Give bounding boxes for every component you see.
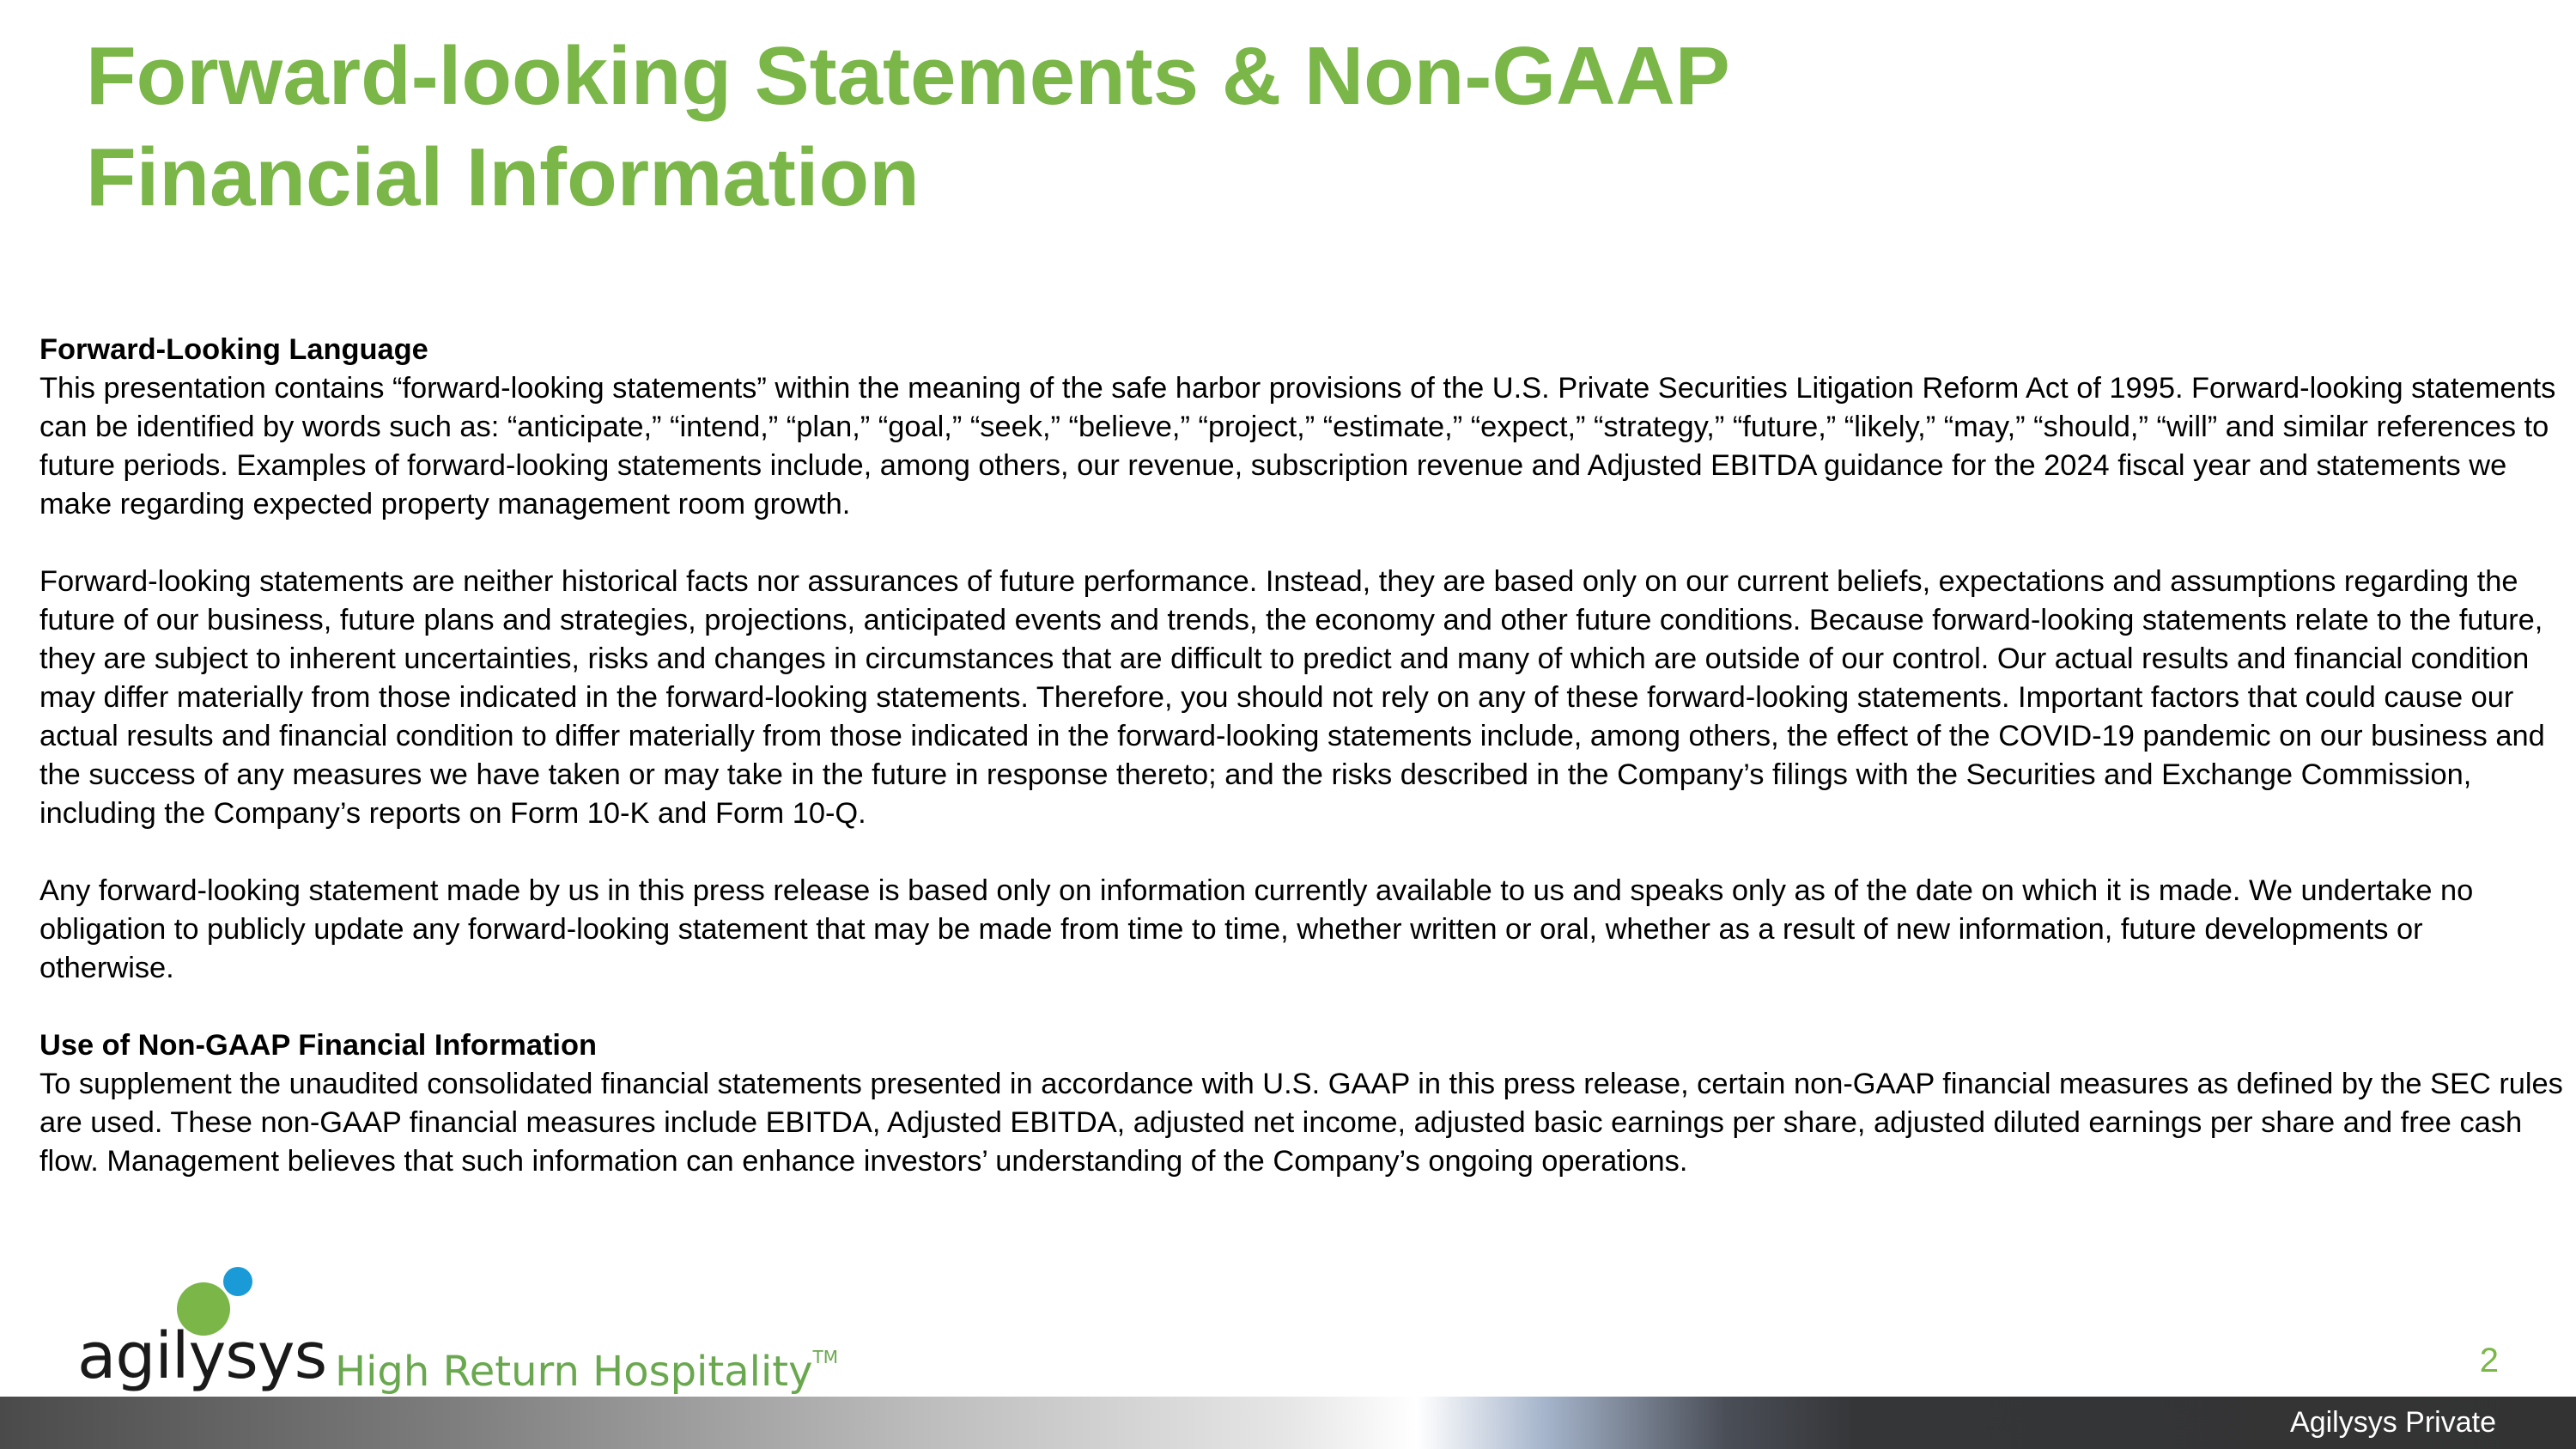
slide-title	[86, 26, 2061, 228]
slide-body	[39, 331, 2564, 1181]
forward-looking-paragraph-2: Forward-looking statements are neither historical facts nor assurances of future performance. Instead, they are based only on our current beliefs, expectations and assumptions regarding the future of our business, future plans and strategies, projections, anticipated events and trends, the economy and other future conditions. Because forward-looking statements relate to the future, they are subject to inherent uncertainties, risks and changes in circumstances that are difficult to predict and many of which are outside of our control. Our actual results and financial condition may differ materially from those indicated in the forward-looking statements. Therefore, you should not rely on any of these forward-looking statements. Important factors that could cause our actual results and financial condition to differ materially from those indicated in the forward-looking statements include, among others, the effect of the COVID-19 pandemic on our business and the success of any measures we have taken or may take in the future in response thereto; and the risks described in the Company’s filings with the Securities and Exchange Commission, including the Company’s reports on Form 10-K and Form 10-Q.	[39, 565, 2545, 830]
slide-title-line-1: Forward-looking Statements & Non-GAAP	[86, 30, 1730, 122]
non-gaap-section	[39, 1026, 2564, 1181]
forward-looking-paragraph-3: Any forward-looking statement made by us in this press release is based only on information currently available to us and speaks only as of the date on which it is made. We undertake no obligation to publicly update any forward-looking statement that may be made from time to time, whether written or oral, whether as a result of new information, future developments or otherwise.	[39, 874, 2474, 984]
footer-bar	[0, 1397, 2576, 1449]
forward-looking-paragraph-1: This presentation contains “forward-looking statements” within the meaning of the safe harbor provisions of the U.S. Private Securities Litigation Reform Act of 1995. Forward-looking statements can be identified by words such as: “anticipate,” “intend,” “plan,” “goal,” “seek,” “believe,” “project,” “estimate,” “expect,” “strategy,” “future,” “likely,” “may,” “should,” “will” and similar references to future periods. Examples of forward-looking statements include, among others, our revenue, subscription revenue and Adjusted EBITDA guidance for the 2024 fiscal year and statements we make regarding expected property management room growth.	[39, 372, 2556, 521]
non-gaap-heading: Use of Non-GAAP Financial Information	[39, 1029, 598, 1062]
classification-label: Agilysys Private	[2290, 1406, 2496, 1439]
logo-blue-dot-icon	[223, 1267, 252, 1296]
trademark-mark: TM	[812, 1347, 839, 1367]
forward-looking-heading: Forward-Looking Language	[39, 333, 428, 366]
tagline-text: High Return Hospitality	[335, 1348, 813, 1396]
forward-looking-section-intro	[39, 331, 2564, 524]
slide-title-line-2: Financial Information	[86, 131, 920, 223]
tagline	[335, 1331, 838, 1397]
page-number: 2	[2479, 1342, 2499, 1379]
logo-wordmark: agilysys	[77, 1319, 327, 1393]
non-gaap-paragraph-1: To supplement the unaudited consolidated financial statements presented in accordance with U.S. GAAP in this press release, certain non-GAAP financial measures as defined by the SEC rules are used. These non-GAAP financial measures include EBITDA, Adjusted EBITDA, adjusted net income, adjusted basic earnings per share, adjusted diluted earnings per share and free cash flow. Management believes that such information can enhance investors’ understanding of the Company’s ongoing operations.	[39, 1068, 2563, 1178]
agilysys-logo	[77, 1267, 327, 1396]
